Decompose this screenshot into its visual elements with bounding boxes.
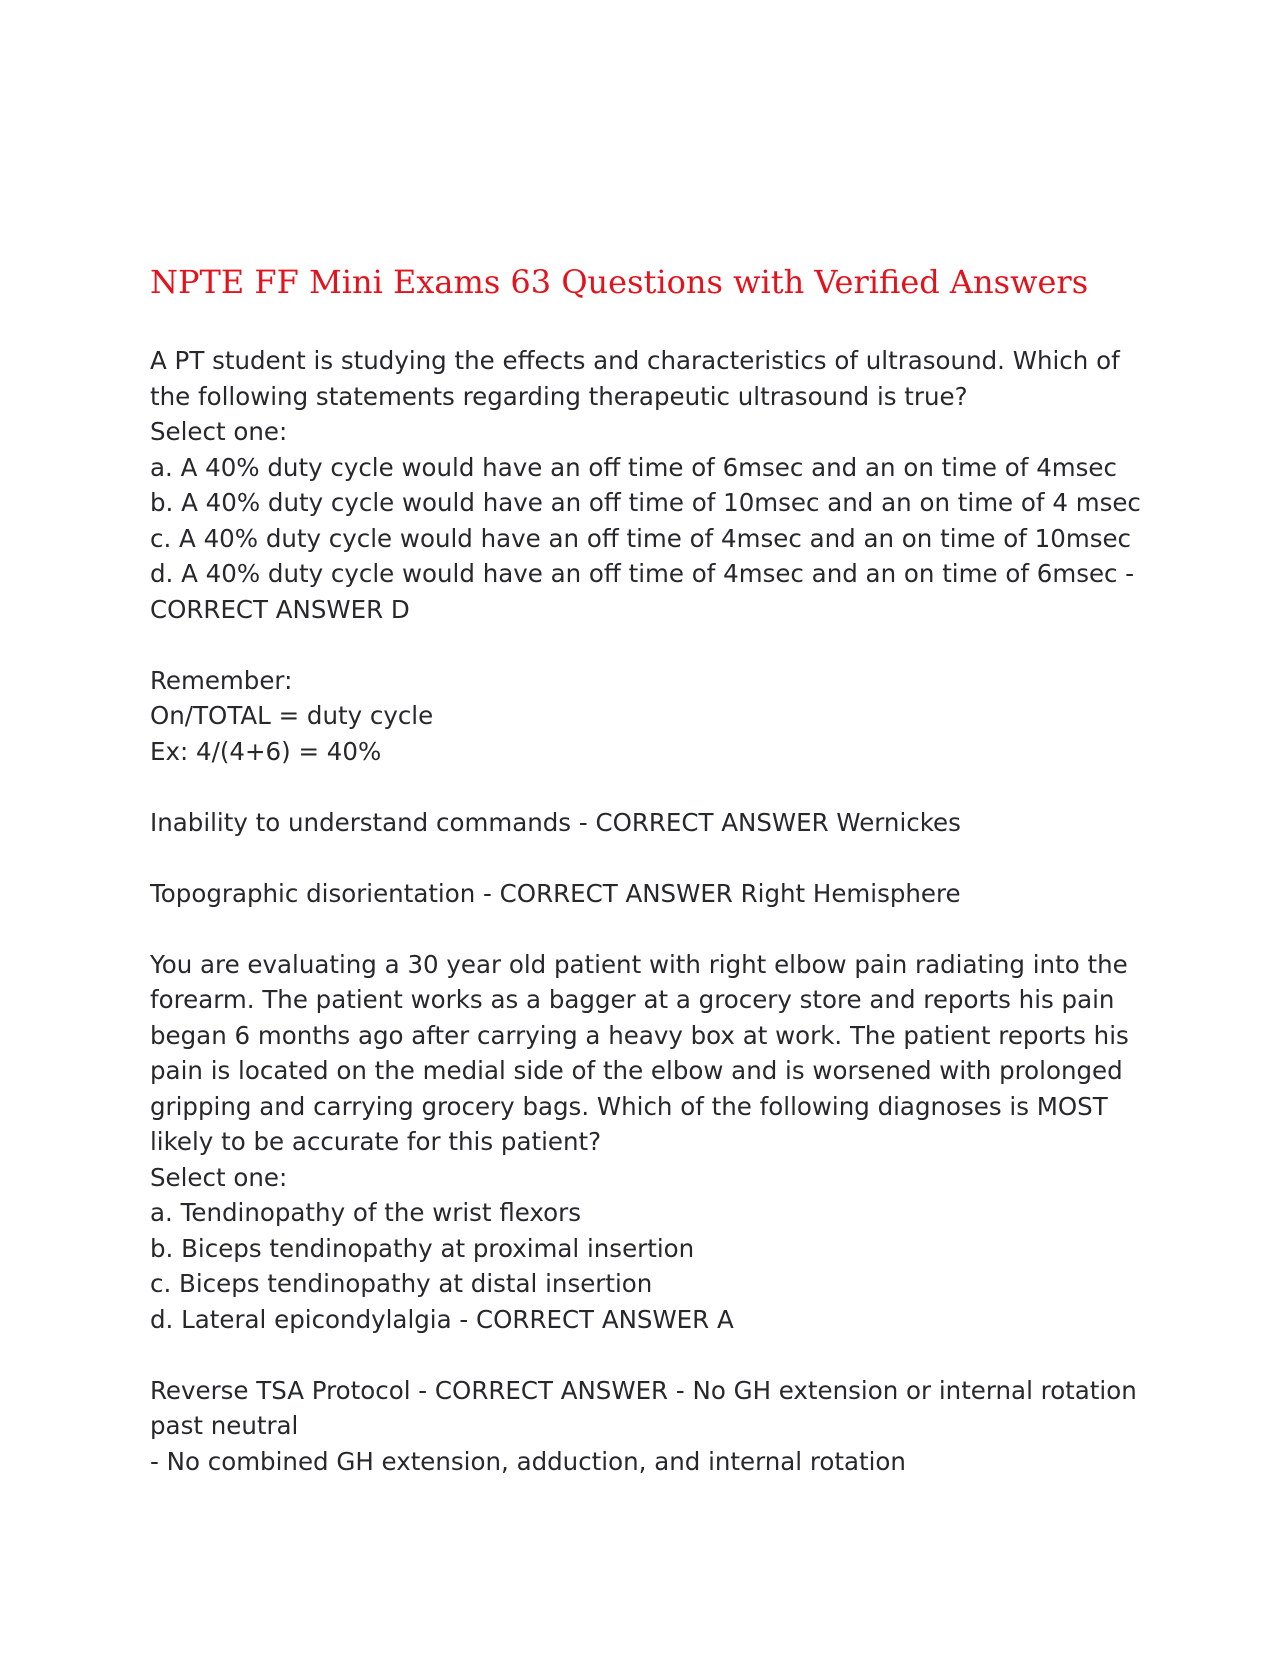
text-line: Topographic disorientation - CORRECT ANSWER Right Hemisphere xyxy=(150,878,961,908)
text-line: A PT student is studying the effects and characteristics of ultrasound. Which of xyxy=(150,346,1120,375)
paragraph-spacer xyxy=(150,769,1150,805)
text-line: Ex: 4/(4+6) = 40% xyxy=(150,736,382,766)
paragraph-spacer xyxy=(150,911,1150,947)
question-block xyxy=(150,343,1150,627)
text-line: pain is located on the medial side of the elbow and is worsened with prolonged xyxy=(150,1056,1123,1085)
question-block xyxy=(150,947,1150,1338)
note-block xyxy=(150,663,1150,770)
paragraph-spacer xyxy=(150,840,1150,876)
paragraph-spacer xyxy=(150,1337,1150,1373)
text-line: Inability to understand commands - CORRECT ANSWER Wernickes xyxy=(150,807,961,837)
text-line: the following statements regarding therapeutic ultrasound is true? xyxy=(150,381,968,411)
correct-answer: CORRECT ANSWER D xyxy=(150,594,410,624)
text-line: Reverse TSA Protocol - CORRECT ANSWER - No GH extension or internal rotation xyxy=(150,1375,1137,1405)
text-line: gripping and carrying grocery bags. Which of the following diagnoses is MOST xyxy=(150,1091,1108,1121)
answer-option: b. A 40% duty cycle would have an off time of 10msec and an on time of 4 msec xyxy=(150,488,1141,517)
answer-option: d. Lateral epicondylalgia - CORRECT ANSWER A xyxy=(150,1304,734,1334)
text-line: forearm. The patient works as a bagger at a grocery store and reports his pain xyxy=(150,985,1115,1014)
question-block xyxy=(150,1373,1150,1480)
document-body xyxy=(150,343,1150,1479)
text-line: You are evaluating a 30 year old patient with right elbow pain radiating into the xyxy=(150,949,1128,979)
question-block xyxy=(150,876,1150,912)
text-line: past neutral xyxy=(150,1411,299,1440)
text-line: Select one: xyxy=(150,417,288,446)
text-line: began 6 months ago after carrying a heavy box at work. The patient reports his xyxy=(150,1020,1129,1050)
answer-option: c. A 40% duty cycle would have an off time of 4msec and an on time of 10msec xyxy=(150,523,1132,553)
answer-option: d. A 40% duty cycle would have an off time of 4msec and an on time of 6msec - xyxy=(150,559,1135,588)
answer-option: a. A 40% duty cycle would have an off time of 6msec and an on time of 4msec xyxy=(150,452,1117,482)
paragraph-spacer xyxy=(150,627,1150,663)
text-line: Remember: xyxy=(150,665,293,695)
answer-option: a. Tendinopathy of the wrist flexors xyxy=(150,1198,581,1227)
text-line: - No combined GH extension, adduction, and internal rotation xyxy=(150,1446,906,1476)
question-block xyxy=(150,805,1150,841)
answer-option: b. Biceps tendinopathy at proximal insertion xyxy=(150,1233,695,1263)
text-line: Select one: xyxy=(150,1162,288,1192)
text-line: On/TOTAL = duty cycle xyxy=(150,701,434,730)
document-title: NPTE FF Mini Exams 63 Questions with Verified Answers xyxy=(150,263,1089,301)
text-line: likely to be accurate for this patient? xyxy=(150,1127,602,1156)
answer-option: c. Biceps tendinopathy at distal insertion xyxy=(150,1269,653,1298)
